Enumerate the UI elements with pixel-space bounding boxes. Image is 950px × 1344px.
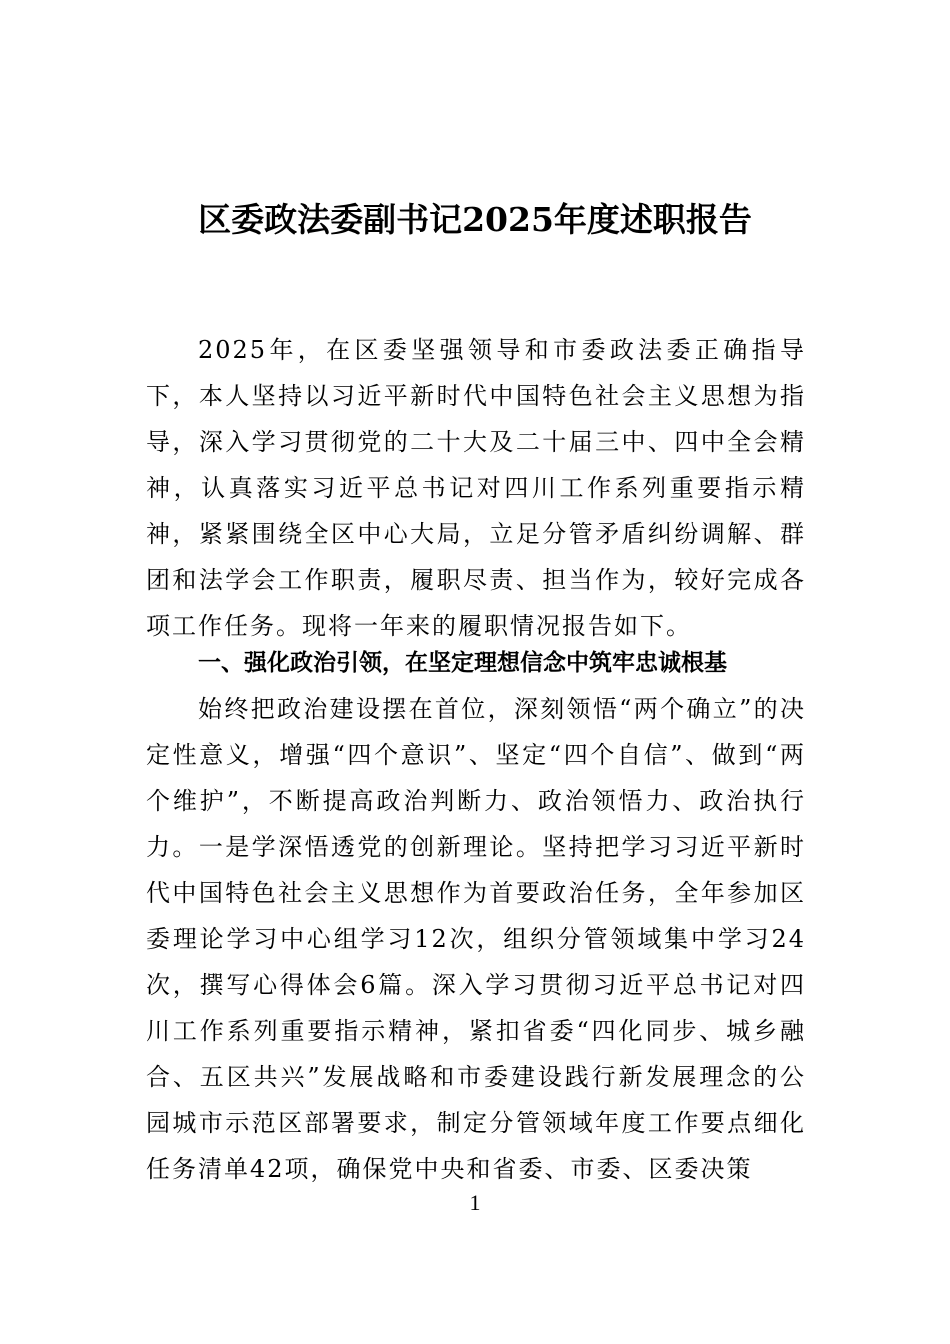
page-number: 1 [469,1190,481,1215]
document-title: 区委政法委副书记2025年度述职报告 [198,200,752,239]
section-1-paragraph: 始终把政治建设摆在首位，深刻领悟“两个确立”的决定性意义，增强“四个意识”、坚定“四个自信”、做到“两个维护”，不断提高政治判断力、政治领悟力、政治执行力。一是学深悟透党的创新理论。坚持把学习习近平新时代中国特色社会主义思想作为首要政治任务，全年参加区委理论学习中心组学习12次，组织分管领域集中学习24次，撰写心得体会6篇。深入学习贯彻习近平总书记对四川工作系列重要指示精神，紧扣省委“四化同步、城乡融合、五区共兴”发展战略和市委建设践行新发展理念的公园城市示范区部署要求，制定分管领域年度工作要点细化任务清单42项，确保党中央和省委、市委、区委决策 [146,695,806,1183]
section-1-heading: 一、强化政治引领，在坚定理想信念中筑牢忠诚根基 [198,650,727,676]
intro-paragraph: 2025年，在区委坚强领导和市委政法委正确指导下，本人坚持以习近平新时代中国特色社会主义思想为指导，深入学习贯彻党的二十大及二十届三中、四中全会精神，认真落实习近平总书记对四川工作系列重要指示精神，紧紧围绕全区中心大局，立足分管矛盾纠纷调解、群团和法学会工作职责，履职尽责、担当作为，较好完成各项工作任务。现将一年来的履职情况报告如下。 [146,336,806,640]
